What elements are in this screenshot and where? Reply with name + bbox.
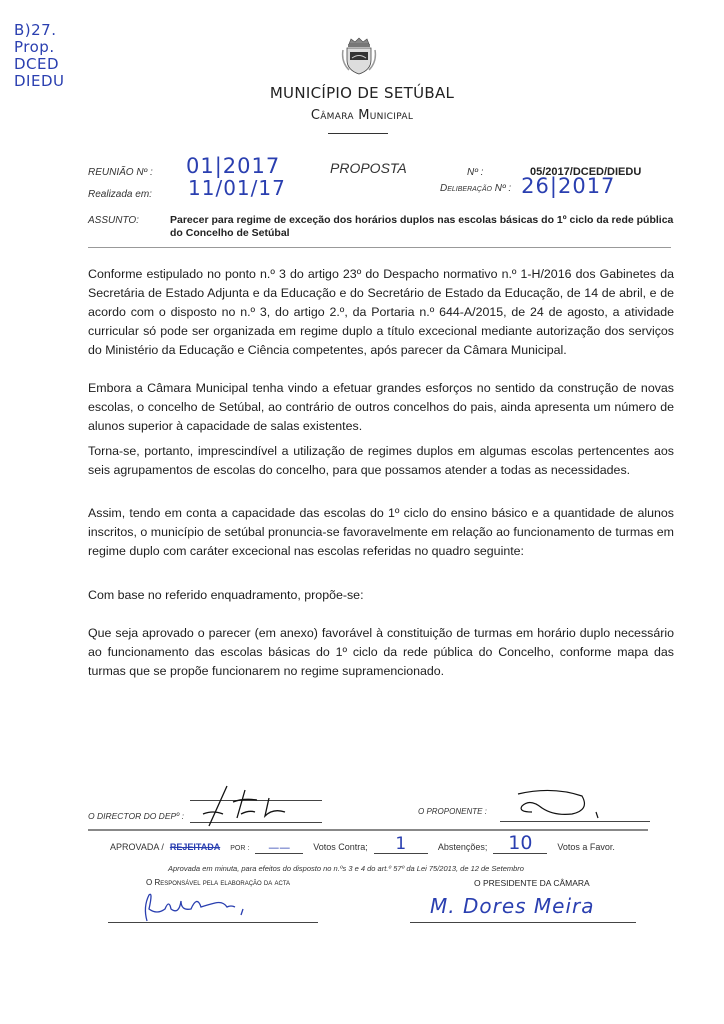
coat-of-arms-icon <box>341 36 377 76</box>
header-rule <box>328 133 388 134</box>
assunto-text: Parecer para regime de exceção dos horários duplos nas escolas básicas do 1º ciclo da rede pública do Concelho de Setúbal <box>170 214 674 239</box>
reuniao-value: 01|2017 <box>186 154 281 178</box>
body-paragraph: Embora a Câmara Municipal tenha vindo a efetuar grandes esforços no sentido da construção de novas escolas, o concelho de Setúbal, ao contrário de outros concelhos do pais, ainda apresenta um número de alunos superior à capacidade de salas existentes. <box>88 381 674 433</box>
document-type: PROPOSTA <box>330 160 407 176</box>
rejeitada-label-struck: REJEITADA <box>169 842 221 852</box>
assunto-label: ASSUNTO: <box>88 215 139 226</box>
margin-note-line: Prop. <box>14 38 55 56</box>
responsavel-signature <box>135 891 275 923</box>
body-paragraph: Torna-se, portanto, imprescindível a utilização de regimes duplos em algumas escolas pertencentes aos seis agrupamentos de escolas do concelho, para que possamos atender a todas as necessidades. <box>88 444 674 477</box>
realizada-value: 11/01/17 <box>188 176 286 200</box>
presidente-label: O PRESIDENTE DA CÂMARA <box>474 878 590 888</box>
votos-contra-label: Votos Contra; <box>313 842 368 852</box>
reuniao-label: REUNIÃO Nº : <box>88 167 153 178</box>
votos-favor-label: Votos a Favor. <box>557 842 615 852</box>
body-paragraph: Assim, tendo em conta a capacidade das escolas do 1º ciclo do ensino básico e a quantidade de alunos inscritos, o município de setúbal pronuncia-se favoravelmente em relação ao funcionamento de turmas em regime duplo com caráter excecional nas escolas referidas no quadro seguinte: <box>88 506 674 558</box>
numero-label: Nº : <box>467 167 484 178</box>
proponente-label: O PROPONENTE : <box>418 807 487 816</box>
proponente-signature-line <box>500 821 650 822</box>
deliberacao-label: Deliberação Nº : <box>440 183 512 194</box>
margin-note-line: B)27. <box>14 21 57 39</box>
presidente-signature-line <box>410 922 636 923</box>
header-divider <box>88 247 671 248</box>
votos-contra-value: 1 <box>374 836 428 854</box>
proponente-signature <box>512 788 612 820</box>
por-value: —— <box>255 842 303 854</box>
votes-divider <box>88 829 648 831</box>
margin-note <box>14 22 64 90</box>
abstencoes-value: 10 <box>493 834 547 854</box>
responsavel-label: O Responsável pela elaboração da acta <box>146 878 291 887</box>
deliberacao-value: 26|2017 <box>521 174 616 198</box>
abstencoes-label: Abstenções; <box>437 842 488 852</box>
minuta-note: Aprovada em minuta, para efeitos do disposto no n.ºs 3 e 4 do art.º 57º da Lei 75/2013, de 12 de Setembro <box>168 864 524 873</box>
director-signature <box>195 784 295 828</box>
proposal-number: 05/2017/DCED/DIEDU <box>530 166 642 178</box>
body-paragraph: Conforme estipulado no ponto n.º 3 do artigo 23º do Despacho normativo n.º 1-H/2016 dos Gabinetes da Secretária de Estado Adjunta e da Educação e do Secretário de Estado da Educação, de 14 de abril, e de acordo com o disposto no n.º 3, do artigo 2.º, da Portaria n.º 644-A/2015, de 24 de agosto, a atividade curricular só pode ser organizada em regime duplo a título excecional mediante autorização dos serviços do Ministério da Educação e Ciência competentes, após parecer da Câmara Municipal. <box>88 267 674 357</box>
realizada-label: Realizada em: <box>88 189 152 200</box>
presidente-signature: M. Dores Meira <box>430 894 595 918</box>
director-label: O DIRECTOR DO DEPº : <box>88 811 184 821</box>
deliberacao-row <box>440 176 615 197</box>
margin-note-line: DIEDU <box>14 72 65 90</box>
margin-note-line: DCED <box>14 55 60 73</box>
chamber-subtitle: Câmara Municipal <box>310 108 414 123</box>
aprovada-label: APROVADA / <box>110 842 164 852</box>
body-paragraph: Com base no referido enquadramento, propõe-se: <box>88 588 364 602</box>
body-paragraph: Que seja aprovado o parecer (em anexo) favorável à constituição de turmas em horário duplo necessário ao funcionamento das escolas básicas do 1º ciclo da rede pública do Concelho, conforme mapa das turmas que se propõe funcionarem no regime supramencionado. <box>88 626 674 678</box>
votes-row <box>110 834 670 854</box>
por-label: POR : <box>230 845 250 852</box>
municipality-title: MUNICÍPIO DE SETÚBAL <box>269 84 455 102</box>
